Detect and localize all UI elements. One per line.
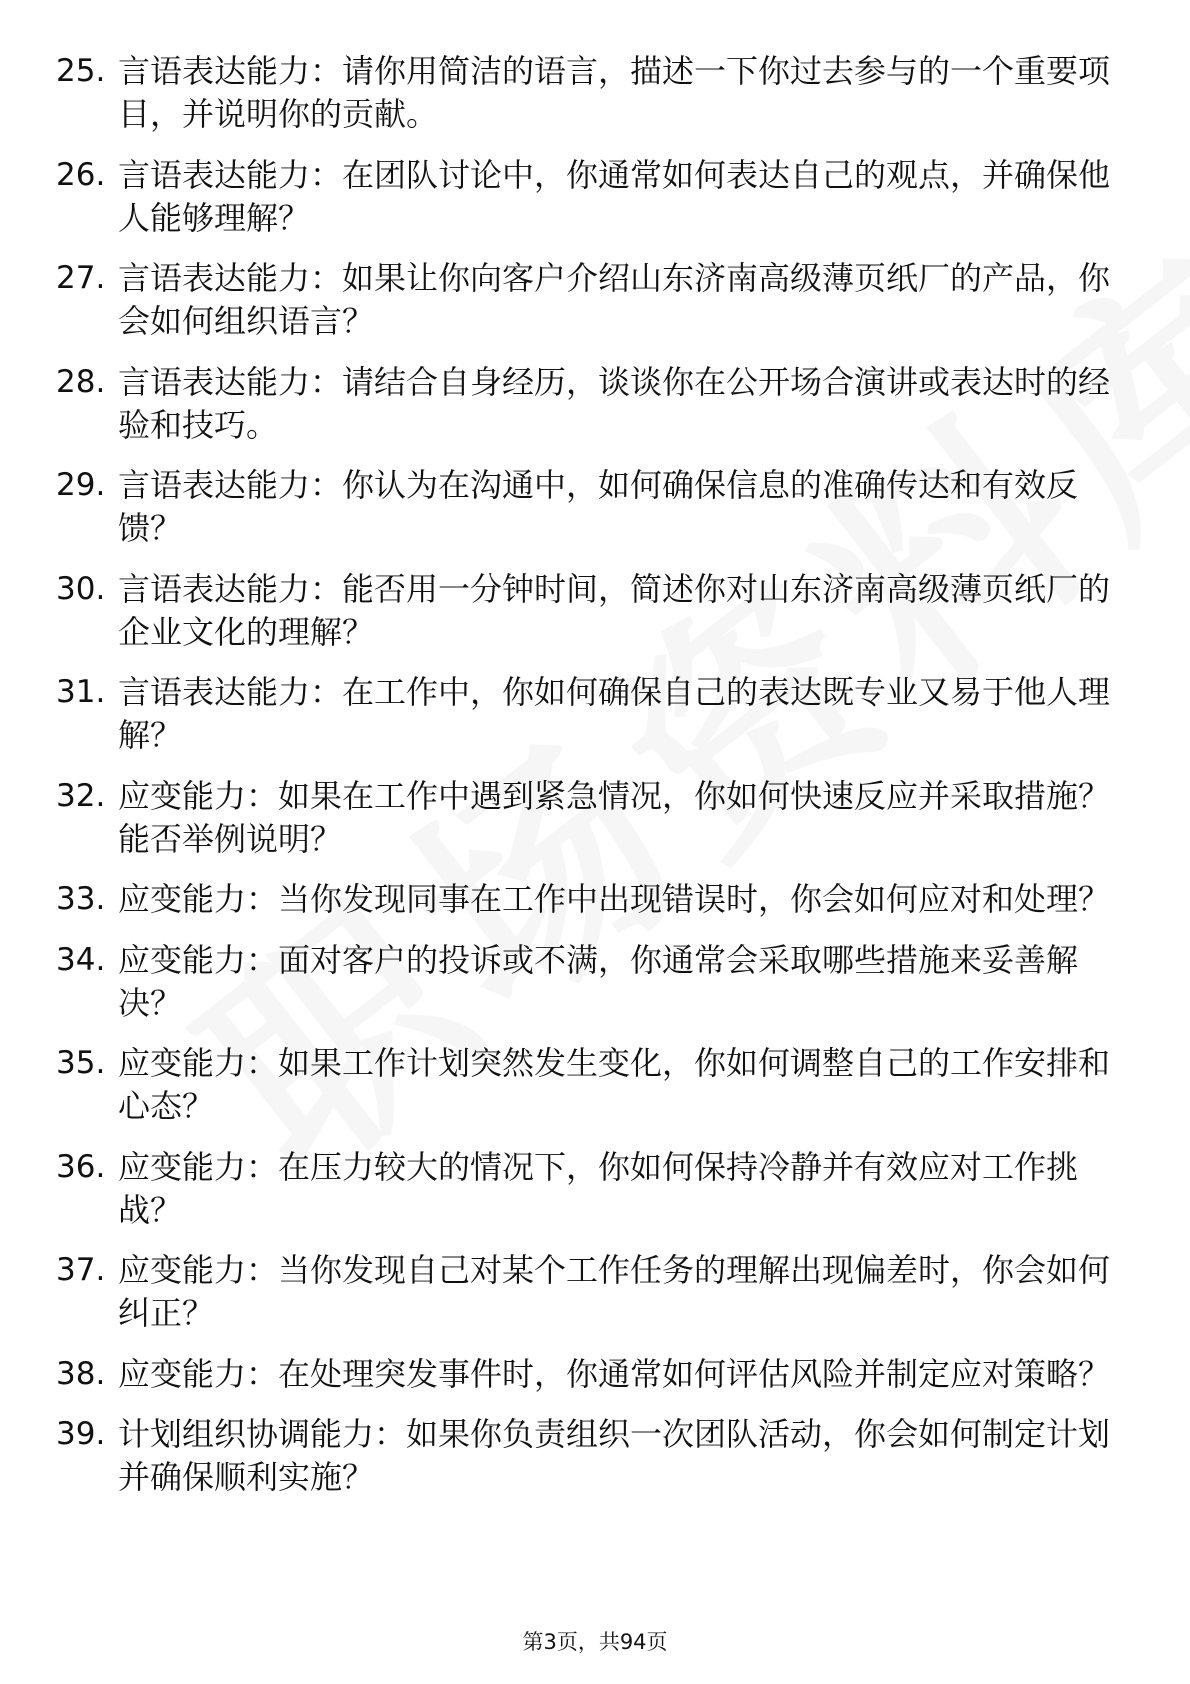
list-item xyxy=(56,568,1116,654)
list-item xyxy=(56,154,1116,240)
list-item xyxy=(56,1353,1116,1396)
question-text: 言语表达能力：请结合自身经历，谈谈你在公开场合演讲或表达时的经验和技巧。 xyxy=(118,362,1111,444)
list-item xyxy=(56,464,1116,550)
question-number: 32. xyxy=(56,777,106,814)
question-text: 应变能力：当你发现同事在工作中出现错误时，你会如何应对和处理？ xyxy=(118,880,1111,918)
question-number: 25. xyxy=(56,53,106,89)
question-number: 29. xyxy=(56,467,106,503)
list-item xyxy=(56,1042,1116,1128)
page-number-footer: 第3页，共94页 xyxy=(522,1630,668,1654)
question-number: 35. xyxy=(56,1045,106,1081)
question-text: 应变能力：当你发现自己对某个工作任务的理解出现偏差时，你会如何纠正？ xyxy=(118,1251,1111,1332)
list-item xyxy=(56,939,1116,1025)
question-number: 37. xyxy=(56,1252,106,1288)
question-text: 计划组织协调能力：如果你负责组织一次团队活动，你会如何制定计划并确保顺利实施？ xyxy=(118,1415,1111,1496)
question-text: 言语表达能力：你认为在沟通中，如何确保信息的准确传达和有效反馈？ xyxy=(118,466,1079,547)
question-text: 应变能力：如果在工作中遇到紧急情况，你如何快速反应并采取措施？能否举例说明？ xyxy=(118,776,1111,858)
list-item xyxy=(56,1413,1116,1499)
question-number: 34. xyxy=(56,941,106,978)
question-text: 应变能力：在压力较大的情况下，你如何保持冷静并有效应对工作挑战？ xyxy=(118,1147,1079,1229)
question-text: 应变能力：面对客户的投诉或不满，你通常会采取哪些措施来妥善解决？ xyxy=(118,940,1079,1022)
question-number: 38. xyxy=(56,1355,106,1392)
list-item xyxy=(56,1146,1116,1232)
question-text: 言语表达能力：能否用一分钟时间，简述你对山东济南高级薄页纸厂的企业文化的理解？ xyxy=(118,569,1111,651)
list-item xyxy=(56,878,1116,921)
list-item xyxy=(56,257,1116,343)
question-number: 26. xyxy=(56,156,106,193)
list-item xyxy=(56,361,1116,447)
question-text: 言语表达能力：如果让你向客户介绍山东济南高级薄页纸厂的产品，你会如何组织语言？ xyxy=(118,259,1111,340)
list-item xyxy=(56,671,1116,757)
question-number: 27. xyxy=(56,260,106,296)
question-list xyxy=(56,50,1116,1517)
question-text: 应变能力：在处理突发事件时，你通常如何评估风险并制定应对策略？ xyxy=(118,1354,1111,1393)
question-number: 30. xyxy=(56,570,106,607)
question-number: 28. xyxy=(56,363,106,400)
question-text: 言语表达能力：在工作中，你如何确保自己的表达既专业又易于他人理解？ xyxy=(118,673,1111,754)
question-text: 应变能力：如果工作计划突然发生变化，你如何调整自己的工作安排和心态？ xyxy=(118,1044,1111,1125)
question-text: 言语表达能力：在团队讨论中，你通常如何表达自己的观点，并确保他人能够理解？ xyxy=(118,155,1111,237)
question-number: 39. xyxy=(56,1416,106,1452)
question-number: 33. xyxy=(56,881,106,917)
question-text: 言语表达能力：请你用简洁的语言，描述一下你过去参与的一个重要项目，并说明你的贡献。 xyxy=(118,52,1111,133)
question-number: 36. xyxy=(56,1148,106,1185)
question-number: 31. xyxy=(56,674,106,710)
list-item xyxy=(56,775,1116,861)
list-item xyxy=(56,50,1116,136)
list-item xyxy=(56,1249,1116,1335)
